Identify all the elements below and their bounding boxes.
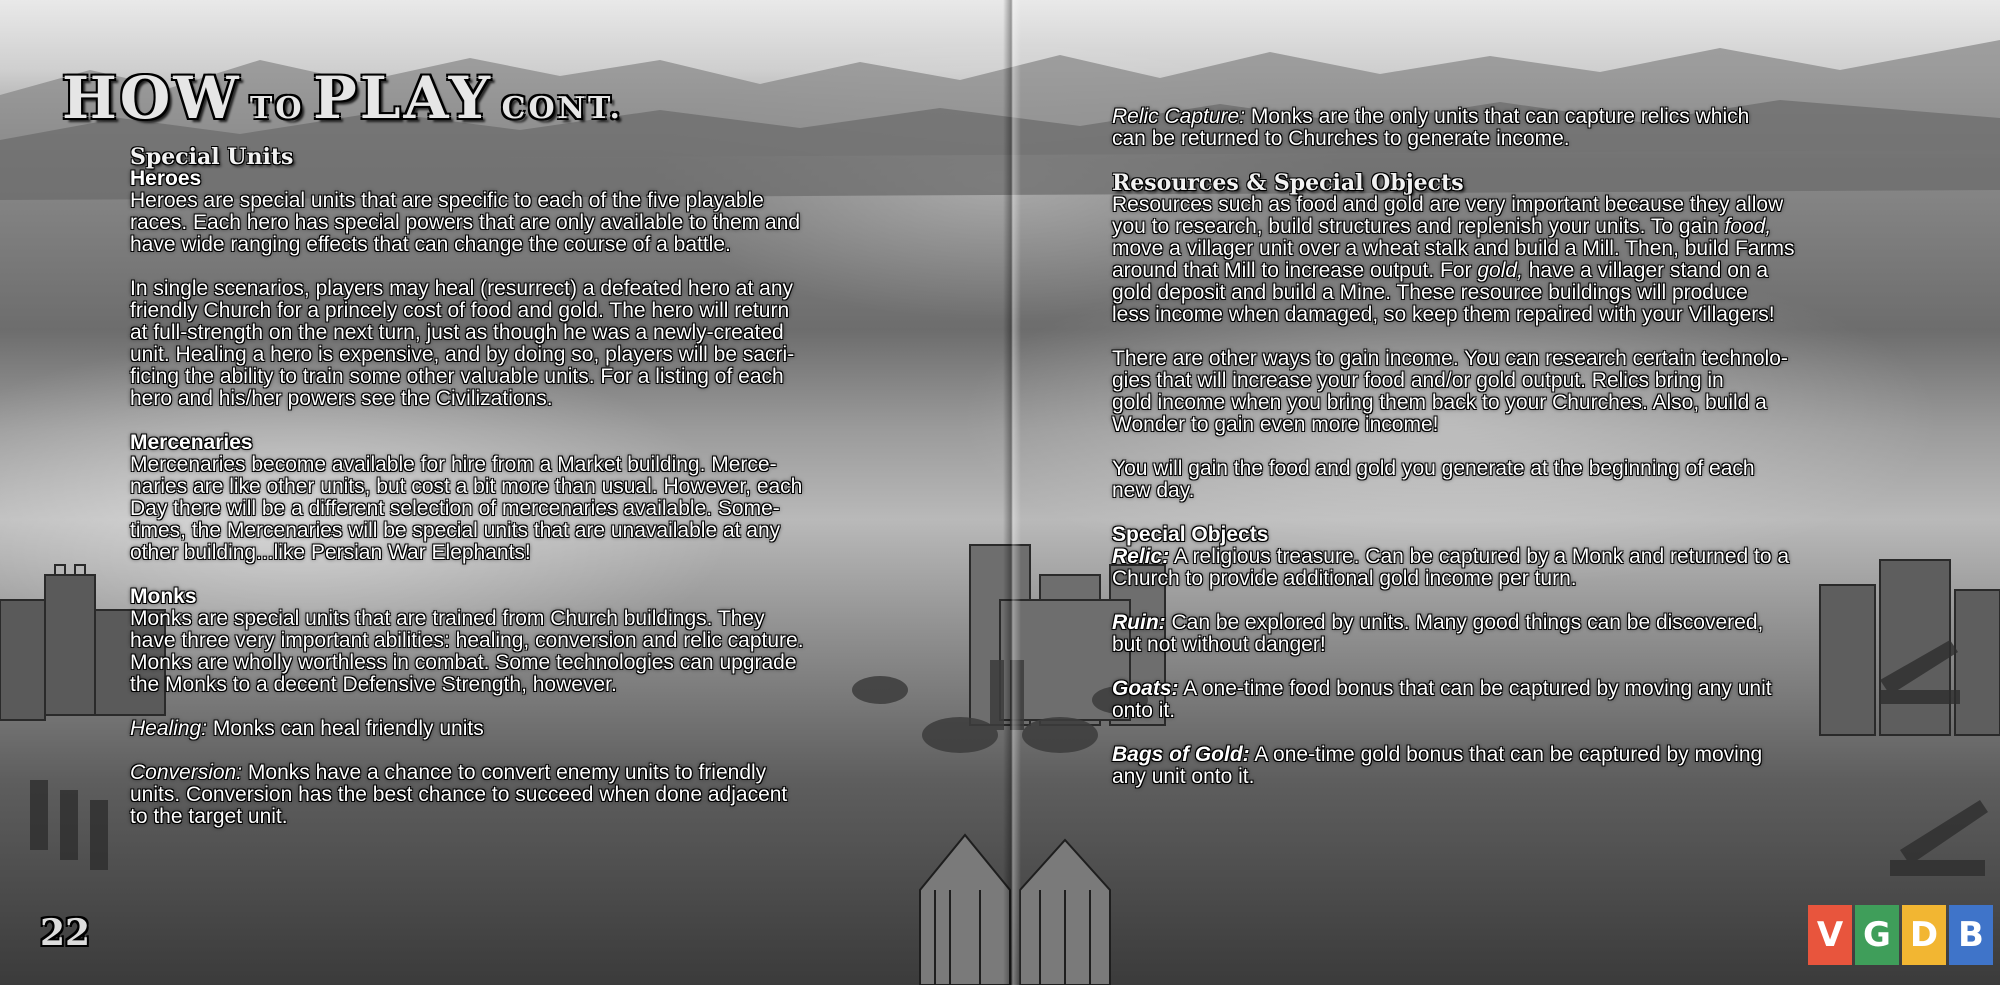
healing-entry xyxy=(130,718,970,740)
resources-line: around that Mill to increase output. For gold, have a villager stand on a xyxy=(1112,259,1769,282)
healing-label: Healing: xyxy=(130,717,208,740)
income-line: gold income when you bring them back to your Churches. Also, build a xyxy=(1112,391,1767,414)
heroes-line: hero and his/her powers see the Civilizations. xyxy=(130,387,553,410)
heroes-line: races. Each hero has special powers that are only available to them and xyxy=(130,211,801,234)
conversion-line: to the target unit. xyxy=(130,805,288,828)
section-heading-special-units: Special Units xyxy=(130,144,294,170)
mercenaries-line: times, the Mercenaries will be special units that are unavailable at any xyxy=(130,519,781,542)
conversion-label: Conversion: xyxy=(130,761,243,784)
vgdb-watermark xyxy=(1808,905,1993,965)
heading-mercenaries: Mercenaries xyxy=(130,431,253,454)
monks-line: the Monks to a decent Defensive Strength, however. xyxy=(130,673,617,696)
right-page-content xyxy=(1112,106,1972,788)
conversion-text: Monks have a chance to convert enemy units to friendly xyxy=(242,761,767,784)
goats-label: Goats: xyxy=(1112,677,1179,700)
relic-line: Church to provide additional gold income per turn. xyxy=(1112,567,1577,590)
ruin-entry xyxy=(1112,612,1972,634)
bags-of-gold-label: Bags of Gold: xyxy=(1112,743,1250,766)
resources-line: move a villager unit over a wheat stalk and build a Mill. Then, build Farms xyxy=(1112,237,1795,260)
relic-entry xyxy=(1112,546,1972,568)
resources-line: less income when damaged, so keep them repaired with your Villagers! xyxy=(1112,303,1775,326)
resources-line: gold deposit and build a Mine. These resource buildings will produce xyxy=(1112,281,1748,304)
watermark-tile: D xyxy=(1902,905,1946,965)
title-how: HOW xyxy=(62,64,242,132)
heroes-line: have wide ranging effects that can change the course of a battle. xyxy=(130,233,731,256)
goats-entry xyxy=(1112,678,1972,700)
resources-line: Resources such as food and gold are very important because they allow xyxy=(1112,193,1784,216)
daily-income-line: new day. xyxy=(1112,479,1195,502)
income-line: Wonder to gain even more income! xyxy=(1112,413,1439,436)
mercenaries-line: Day there will be a different selection of mercenaries available. Some- xyxy=(130,497,780,520)
page-number: 22 xyxy=(40,912,91,954)
bags-of-gold-entry xyxy=(1112,744,1972,766)
monks-line: Monks are wholly worthless in combat. Some technologies can upgrade xyxy=(130,651,797,674)
relic-label: Relic: xyxy=(1112,545,1170,568)
heading-monks: Monks xyxy=(130,585,197,608)
ruin-text: Can be explored by units. Many good things can be discovered, xyxy=(1165,611,1764,634)
mercenaries-line: naries are like other units, but cost a bit more than usual. However, each xyxy=(130,475,803,498)
heroes-line: friendly Church for a princely cost of food and gold. The hero will return xyxy=(130,299,790,322)
title-play: PLAY xyxy=(313,64,494,132)
healing-text: Monks can heal friendly units xyxy=(207,717,484,740)
mercenaries-line: other building...like Persian War Elephants! xyxy=(130,541,531,564)
goats-line: onto it. xyxy=(1112,699,1176,722)
watermark-tile: B xyxy=(1949,905,1993,965)
monks-line: have three very important abilities: healing, conversion and relic capture. xyxy=(130,629,804,652)
relic-capture-label: Relic Capture: xyxy=(1112,105,1246,128)
resources-line: you to research, build structures and replenish your units. To gain food, xyxy=(1112,215,1772,238)
relic-capture-text: Monks are the only units that can capture relics which xyxy=(1245,105,1750,128)
relic-capture-line: can be returned to Churches to generate income. xyxy=(1112,127,1570,150)
daily-income-line: You will gain the food and gold you generate at the beginning of each xyxy=(1112,457,1755,480)
relic-text: A religious treasure. Can be captured by a Monk and returned to a xyxy=(1169,545,1790,568)
heading-heroes: Heroes xyxy=(130,167,202,190)
ruin-label: Ruin: xyxy=(1112,611,1166,634)
title-cont: CONT. xyxy=(501,91,623,126)
ruin-line: but not without danger! xyxy=(1112,633,1326,656)
conversion-line: units. Conversion has the best chance to succeed when done adjacent xyxy=(130,783,788,806)
page-fold xyxy=(1003,0,1021,985)
monks-line: Monks are special units that are trained from Church buildings. They xyxy=(130,607,765,630)
page-title xyxy=(62,64,623,132)
income-line: There are other ways to gain income. You can research certain technolo- xyxy=(1112,347,1788,370)
heroes-line: Heroes are special units that are specific to each of the five playable xyxy=(130,189,764,212)
section-heading-resources: Resources & Special Objects xyxy=(1112,170,1464,196)
heroes-line: at full-strength on the next turn, just as though he was a newly-created xyxy=(130,321,784,344)
heroes-line: In single scenarios, players may heal (resurrect) a defeated hero at any xyxy=(130,277,794,300)
income-line: gies that will increase your food and/or gold output. Relics bring in xyxy=(1112,369,1724,392)
heroes-line: ficing the ability to train some other valuable units. For a listing of each xyxy=(130,365,784,388)
relic-capture-entry xyxy=(1112,106,1972,128)
bags-of-gold-line: any unit onto it. xyxy=(1112,765,1255,788)
title-to: TO xyxy=(250,91,305,126)
heroes-line: unit. Healing a hero is expensive, and by doing so, players will be sacri- xyxy=(130,343,795,366)
mercenaries-line: Mercenaries become available for hire from a Market building. Merce- xyxy=(130,453,777,476)
watermark-tile: G xyxy=(1855,905,1899,965)
goats-text: A one-time food bonus that can be captured by moving any unit xyxy=(1178,677,1772,700)
watermark-tile: V xyxy=(1808,905,1852,965)
heading-special-objects: Special Objects xyxy=(1112,523,1269,546)
conversion-entry xyxy=(130,762,970,784)
left-page-content xyxy=(130,146,970,828)
food-term: food, xyxy=(1724,215,1772,238)
bags-of-gold-text: A one-time gold bonus that can be captured by moving xyxy=(1249,743,1763,766)
gold-term: gold, xyxy=(1477,259,1523,282)
